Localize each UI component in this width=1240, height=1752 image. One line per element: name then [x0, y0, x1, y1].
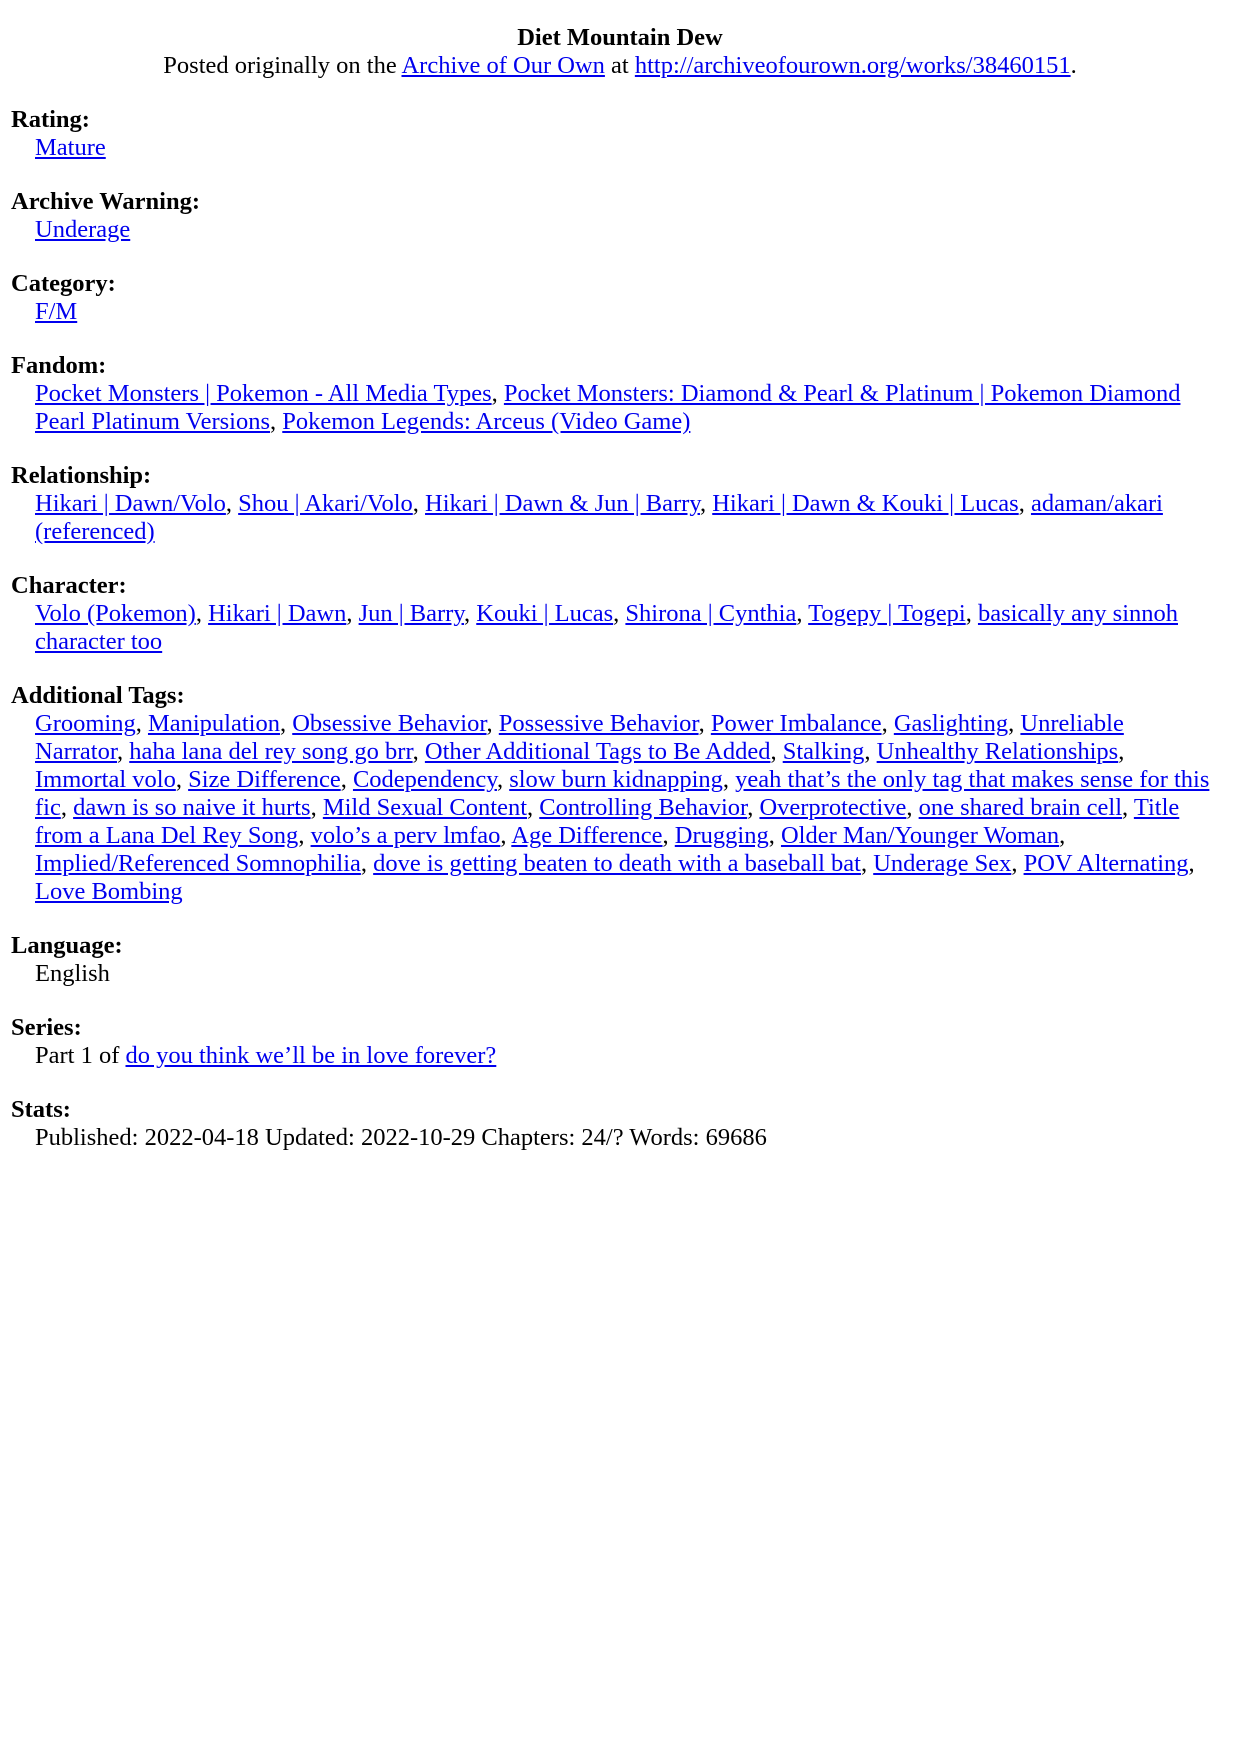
rating-field: [11, 106, 1229, 162]
character-field: [11, 572, 1229, 656]
additional-tag-link[interactable]: Gaslighting: [893, 710, 1009, 737]
stats-label: Stats:: [11, 1096, 71, 1123]
additional-field: [11, 682, 1229, 906]
category-tags: [11, 298, 1211, 326]
posted-prefix: Posted originally on the: [163, 52, 397, 79]
relationship-tag-link[interactable]: Hikari | Dawn & Jun | Barry: [425, 490, 700, 517]
additional-tag-link[interactable]: volo’s a perv lmfao: [310, 822, 501, 849]
additional-tag-link[interactable]: dove is getting beaten to death with a baseball bat: [373, 850, 861, 877]
additional-tag-link[interactable]: Older Man/Younger Woman: [780, 822, 1060, 849]
series-link[interactable]: do you think we’ll be in love forever?: [125, 1042, 497, 1069]
series-field: [11, 1014, 1229, 1070]
character-tag-link[interactable]: Jun | Barry: [358, 600, 464, 627]
additional-tag-link[interactable]: one shared brain cell: [918, 794, 1123, 821]
additional-tag-link[interactable]: Mild Sexual Content: [322, 794, 528, 821]
tag-fields: [11, 106, 1229, 906]
warning-tags: [11, 216, 1211, 244]
work-header: [11, 24, 1229, 80]
additional-tag-link[interactable]: Controlling Behavior: [539, 794, 748, 821]
additional-tag-link[interactable]: Obsessive Behavior: [292, 710, 487, 737]
additional-tag-link[interactable]: Manipulation: [147, 710, 280, 737]
character-tag-link[interactable]: Shirona | Cynthia: [625, 600, 797, 627]
additional-tag-link[interactable]: Title from a Lana Del Rey Song: [35, 794, 1180, 849]
relationship-field: [11, 462, 1229, 546]
character-tag-link[interactable]: Togepy | Togepi: [808, 600, 966, 627]
relationship-tag-link[interactable]: adaman/akari (referenced): [35, 490, 1163, 545]
at-text: at: [611, 52, 629, 79]
language-label: Language:: [11, 932, 123, 959]
warning-label: Archive Warning:: [11, 188, 200, 215]
posted-line: [163, 52, 1076, 79]
series-prefix: Part 1 of: [35, 1042, 120, 1069]
fandom-tag-link[interactable]: Pocket Monsters: Diamond & Pearl & Platinum | Pokemon Diamond Pearl Platinum Versions: [35, 380, 1181, 435]
rating-tag-link[interactable]: Mature: [35, 134, 106, 161]
character-tags: Volo (Pokemon), Hikari | Dawn, Jun | Barry, Kouki | Lucas, Shirona | Cynthia, Togepy | Togepi, basically any sinnoh character too: [35, 600, 1178, 655]
additional-tag-link[interactable]: Grooming: [35, 710, 136, 737]
additional-tag-link[interactable]: slow burn kidnapping: [509, 766, 723, 793]
additional-label: Additional Tags:: [11, 682, 185, 709]
additional-tag-link[interactable]: Love Bombing: [35, 878, 183, 905]
work-url-link[interactable]: http://archiveofourown.org/works/38460151: [634, 52, 1071, 79]
archive-link[interactable]: Archive of Our Own: [401, 52, 605, 79]
relationship-label: Relationship:: [11, 462, 152, 489]
series-label: Series:: [11, 1014, 82, 1041]
additional-tags: Grooming, Manipulation, Obsessive Behavior, Possessive Behavior, Power Imbalance, Gaslighting, Unreliable Narrator, haha lana del rey song go brr, Other Additional Tags to Be Added, Stalking, Unhealthy Relationships, Immortal volo, Size Difference, Codependency, slow burn kidnapping, yeah that’s the only tag that makes sense for this fic, dawn is so naive it hurts, Mild Sexual Content, Controlling Behavior, Overprotective, one shared brain cell, Title from a Lana Del Rey Song, volo’s a perv lmfao, Age Difference, Drugging, Older Man/Younger Woman, Implied/Referenced Somnophilia, dove is getting beaten to death with a baseball bat, Underage Sex, POV Alternating, Love Bombing: [35, 710, 1210, 905]
additional-tag-link[interactable]: POV Alternating: [1023, 850, 1189, 877]
additional-tag-link[interactable]: yeah that’s the only tag that makes sense for this fic: [35, 766, 1210, 821]
fandom-tags: Pocket Monsters | Pokemon - All Media Types, Pocket Monsters: Diamond & Pearl & Platinum | Pokemon Diamond Pearl Platinum Versions, Pokemon Legends: Arceus (Video Game): [35, 380, 1181, 435]
additional-tag-link[interactable]: Immortal volo: [35, 766, 176, 793]
fandom-field: [11, 352, 1229, 436]
language-value: English: [35, 960, 110, 987]
character-tag-link[interactable]: Volo (Pokemon): [35, 600, 196, 627]
rating-label: Rating:: [11, 106, 90, 133]
additional-tag-link[interactable]: Other Additional Tags to Be Added: [424, 738, 771, 765]
additional-tag-link[interactable]: haha lana del rey song go brr: [129, 738, 413, 765]
character-tag-link[interactable]: Hikari | Dawn: [208, 600, 347, 627]
additional-tag-link[interactable]: Power Imbalance: [710, 710, 882, 737]
additional-tag-link[interactable]: Drugging: [674, 822, 769, 849]
relationship-tags: Hikari | Dawn/Volo, Shou | Akari/Volo, Hikari | Dawn & Jun | Barry, Hikari | Dawn & Kouki | Lucas, adaman/akari (referenced): [35, 490, 1163, 545]
additional-tag-link[interactable]: Codependency: [352, 766, 497, 793]
rating-tags: [11, 134, 1211, 162]
fandom-label: Fandom:: [11, 352, 107, 379]
series-value: [11, 1042, 1211, 1070]
period: .: [1070, 52, 1077, 79]
category-field: [11, 270, 1229, 326]
relationship-tag-link[interactable]: Hikari | Dawn & Kouki | Lucas: [712, 490, 1019, 517]
category-tag-link[interactable]: F/M: [35, 298, 78, 325]
additional-tag-link[interactable]: Age Difference: [511, 822, 663, 849]
language-field: [11, 932, 1229, 988]
fandom-tag-link[interactable]: Pocket Monsters | Pokemon - All Media Types: [35, 380, 492, 407]
additional-tag-link[interactable]: dawn is so naive it hurts: [73, 794, 311, 821]
stats-value: Published: 2022-04-18 Updated: 2022-10-29 Chapters: 24/? Words: 69686: [35, 1124, 767, 1151]
stats-field: [11, 1096, 1229, 1152]
relationship-tag-link[interactable]: Hikari | Dawn/Volo: [35, 490, 226, 517]
additional-tag-link[interactable]: Underage Sex: [873, 850, 1012, 877]
character-tag-link[interactable]: Kouki | Lucas: [476, 600, 614, 627]
fandom-tag-link[interactable]: Pokemon Legends: Arceus (Video Game): [282, 408, 691, 435]
additional-tag-link[interactable]: Stalking: [782, 738, 865, 765]
additional-tag-link[interactable]: Implied/Referenced Somnophilia: [35, 850, 361, 877]
work-title: Diet Mountain Dew: [517, 24, 723, 51]
character-tag-link[interactable]: basically any sinnoh character too: [35, 600, 1178, 655]
relationship-tag-link[interactable]: Shou | Akari/Volo: [238, 490, 413, 517]
warning-field: [11, 188, 1229, 244]
additional-tag-link[interactable]: Unreliable Narrator: [35, 710, 1124, 765]
additional-tag-link[interactable]: Unhealthy Relationships: [876, 738, 1119, 765]
character-label: Character:: [11, 572, 127, 599]
category-label: Category:: [11, 270, 116, 297]
warning-tag-link[interactable]: Underage: [35, 216, 131, 243]
additional-tag-link[interactable]: Size Difference: [188, 766, 341, 793]
additional-tag-link[interactable]: Possessive Behavior: [498, 710, 699, 737]
additional-tag-link[interactable]: Overprotective: [759, 794, 907, 821]
